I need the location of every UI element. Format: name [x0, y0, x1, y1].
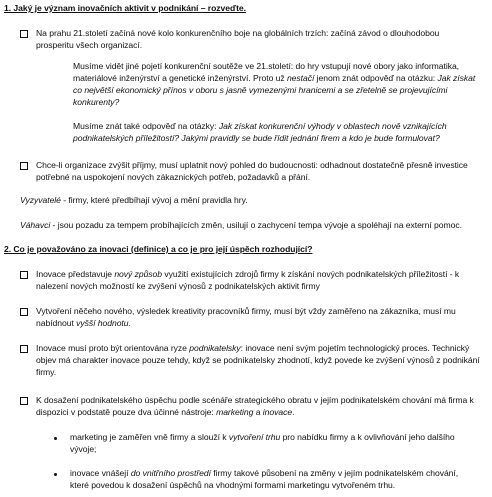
paragraph-line: Musíme znát také odpověď na otázky: Jak získat konkurenční výhody v oblastech nově vznikajících	[73, 121, 447, 131]
checkbox-icon	[20, 30, 28, 38]
paragraph-line: marketing je zaměřen vně firmy a slouží k vytvoření trhu pro nabídku firmy a k ovlivňování jeho dalšího	[70, 432, 455, 442]
paragraph-line: nabídnout vyšší hodnotu.	[36, 318, 131, 328]
paragraph-line: prosperitu všech organizací.	[36, 40, 143, 50]
paragraph-line: potřebné na uspokojení nových zákaznických potřeb, požadavků a přání.	[36, 172, 311, 182]
paragraph-line: Musíme vidět jiné pojetí konkurenční soutěže ve 21.století: do hry vstupují nové obory jako informatika,	[73, 61, 460, 71]
paragraph-line: co největší ekonomický přínos v oboru s jasně vymezenými hranicemi a se zřetelně se projevujícími	[73, 85, 448, 95]
paragraph-line: K dosažení podnikatelského úspěchu podle scénáře strategického obratu v jejím podnikatelském chování má firma k	[36, 395, 474, 405]
paragraph-line: podnikatelských příležitostí? Jakými pravidly se bude řídit jednání firem a kdo je bude formulovat?	[73, 133, 440, 143]
paragraph-line: firmy.	[36, 367, 57, 377]
paragraph-line: Vyzyvatelé - firmy, které předbíhají vývoj a mění pravidla hry.	[20, 195, 248, 205]
paragraph-line: nalezení nových možností ke zvýšení výnosů z podnikatelských aktivit firmy	[36, 281, 320, 291]
section-1-heading: 1. Jaký je význam inovačních aktivit v podnikání – rozveďte.	[4, 3, 246, 13]
checkbox-icon	[20, 397, 28, 405]
bullet-icon	[54, 437, 57, 440]
checkbox-icon	[20, 308, 28, 316]
paragraph-line: Váhavci - jsou pozadu za tempem probíhajících změn, usilují o zachycení tempa vývoje a spoléhají na externí pomoc.	[20, 220, 462, 230]
paragraph-line: Vytvoření něčeho nového, výsledek kreativity pracovníků firmy, musí být vždy zaměřeno na zákazníka, musí mu	[36, 306, 456, 316]
paragraph-line: Chce-li organizace zvýšit příjmy, musí uplatnit nový pohled do budoucnosti: odhadnout dostatečně přesně investice	[36, 160, 468, 170]
paragraph-line: inovace vnášejí do vnitřního prostředí firmy takové působení na změny v jejím podnikatelském chování,	[70, 468, 459, 478]
paragraph-line: které povedou k dosažení úspěchů na vhodnými formami marketingu vytvořeném trhu.	[70, 480, 396, 490]
checkbox-icon	[20, 271, 28, 279]
paragraph-line: vývoje;	[70, 444, 97, 454]
paragraph-line: objev má charakter inovace pouze tehdy, když se podnikatelsky zhodnotí, když povede ke zvýšení výnosů z podnikání	[36, 355, 480, 365]
section-2-heading: 2. Co je považováno za inovaci (definice) a co je pro její úspěch rozhodující?	[4, 244, 313, 254]
paragraph-line: Inovace musí proto být orientována ryze podnikatelsky: inovace není svým pojetím technologický proces. Technický	[36, 343, 470, 353]
checkbox-icon	[20, 162, 28, 170]
bullet-icon	[54, 473, 57, 476]
paragraph-line: Inovace představuje nový způsob využití existujících zdrojů firmy k získání nových podnikatelských příležitostí - k	[36, 269, 460, 279]
paragraph-line: dispozici v podstatě pouze dva účinné nástroje: marketing a inovace.	[36, 407, 295, 417]
paragraph-line: Na prahu 21.století začíná nové kolo konkurenčního boje na globálních trzích: začíná závod o dlouhodobou	[36, 28, 440, 38]
checkbox-icon	[20, 345, 28, 353]
paragraph-line: materiálové inženýrství a genetické inženýrství. Proto už nestačí jenom znát odpověď na otázku: Jak získat	[73, 73, 476, 83]
paragraph-line: konkurenty?	[73, 97, 120, 107]
